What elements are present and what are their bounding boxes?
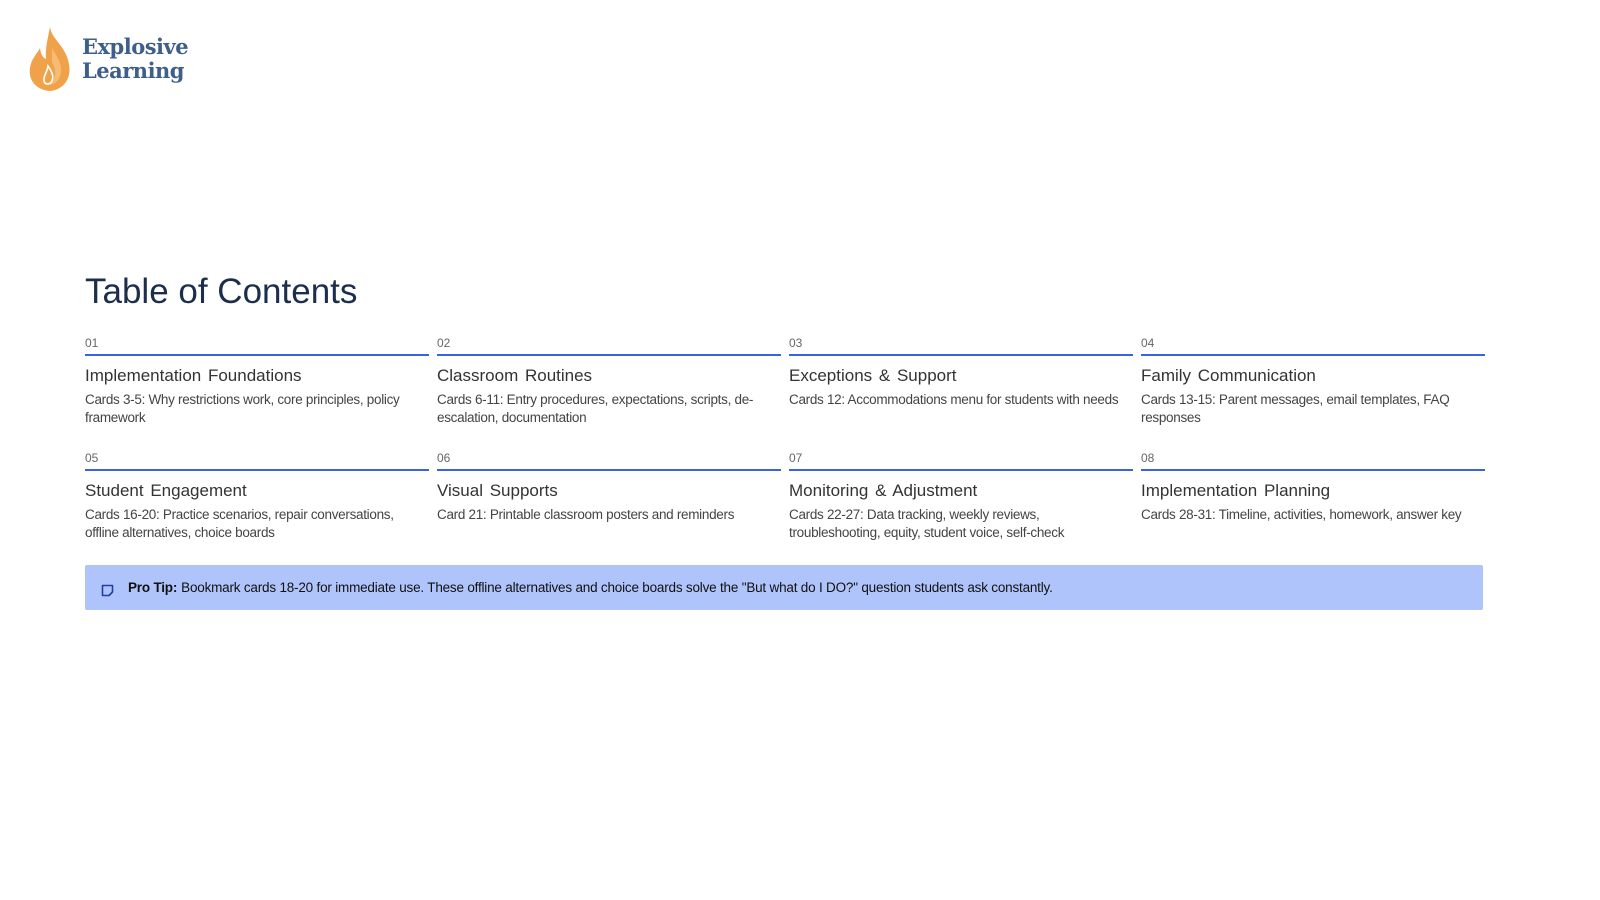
- entry-description: Cards 3-5: Why restrictions work, core principles, policy framework: [85, 392, 400, 425]
- toc-grid: [85, 333, 1483, 563]
- entry-number: 05: [85, 451, 99, 465]
- entry-title: Family Communication: [1141, 366, 1316, 385]
- entry-title: Implementation Foundations: [85, 366, 302, 385]
- tip-body: Bookmark cards 18-20 for immediate use. These offline alternatives and choice boards solve the "But what do I DO?" question students ask constantly.: [181, 580, 1053, 595]
- brand-name: [82, 35, 188, 83]
- entry-divider: [1141, 354, 1485, 356]
- entry-number: 03: [789, 336, 803, 350]
- entry-description: Cards 16-20: Practice scenarios, repair conversations, offline alternatives, choice boards: [85, 507, 394, 540]
- flame-icon: [28, 26, 72, 92]
- toc-entry[interactable]: [1141, 448, 1485, 563]
- entry-title: Classroom Routines: [437, 366, 593, 385]
- entry-divider: [437, 354, 781, 356]
- entry-divider: [1141, 469, 1485, 471]
- entry-divider: [789, 354, 1133, 356]
- entry-description: Cards 22-27: Data tracking, weekly reviews, troubleshooting, equity, student voice, self-check: [789, 507, 1065, 540]
- entry-number: 08: [1141, 451, 1155, 465]
- brand-line-2: Learning: [82, 58, 184, 83]
- sticky-note-icon: [101, 584, 114, 597]
- entry-divider: [85, 354, 429, 356]
- entry-number: 06: [437, 451, 451, 465]
- pro-tip-callout: [85, 565, 1483, 610]
- entry-number: 04: [1141, 336, 1155, 350]
- entry-divider: [85, 469, 429, 471]
- page-title: Table of Contents: [85, 272, 358, 311]
- entry-title: Visual Supports: [437, 481, 558, 500]
- brand-line-1: Explosive: [82, 34, 189, 59]
- entry-description: Card 21: Printable classroom posters and reminders: [437, 507, 735, 522]
- entry-description: Cards 13-15: Parent messages, email templates, FAQ responses: [1141, 392, 1450, 425]
- entry-title: Monitoring & Adjustment: [789, 481, 978, 500]
- toc-entry[interactable]: [437, 333, 781, 448]
- entry-description: Cards 28-31: Timeline, activities, homework, answer key: [1141, 507, 1462, 522]
- toc-entry[interactable]: [1141, 333, 1485, 448]
- entry-description: Cards 6-11: Entry procedures, expectations, scripts, de-escalation, documentation: [437, 392, 754, 425]
- entry-title: Student Engagement: [85, 481, 247, 500]
- brand-logo: [28, 26, 188, 92]
- entry-number: 07: [789, 451, 803, 465]
- toc-entry[interactable]: [437, 448, 781, 563]
- tip-text: [128, 580, 1053, 595]
- tip-label: Pro Tip:: [128, 580, 178, 595]
- entry-divider: [789, 469, 1133, 471]
- entry-number: 02: [437, 336, 451, 350]
- entry-title: Exceptions & Support: [789, 366, 957, 385]
- toc-entry[interactable]: [85, 333, 429, 448]
- entry-title: Implementation Planning: [1141, 481, 1331, 500]
- entry-number: 01: [85, 336, 99, 350]
- toc-entry[interactable]: [85, 448, 429, 563]
- toc-entry[interactable]: [789, 448, 1133, 563]
- entry-divider: [437, 469, 781, 471]
- entry-description: Cards 12: Accommodations menu for students with needs: [789, 392, 1119, 407]
- toc-entry[interactable]: [789, 333, 1133, 448]
